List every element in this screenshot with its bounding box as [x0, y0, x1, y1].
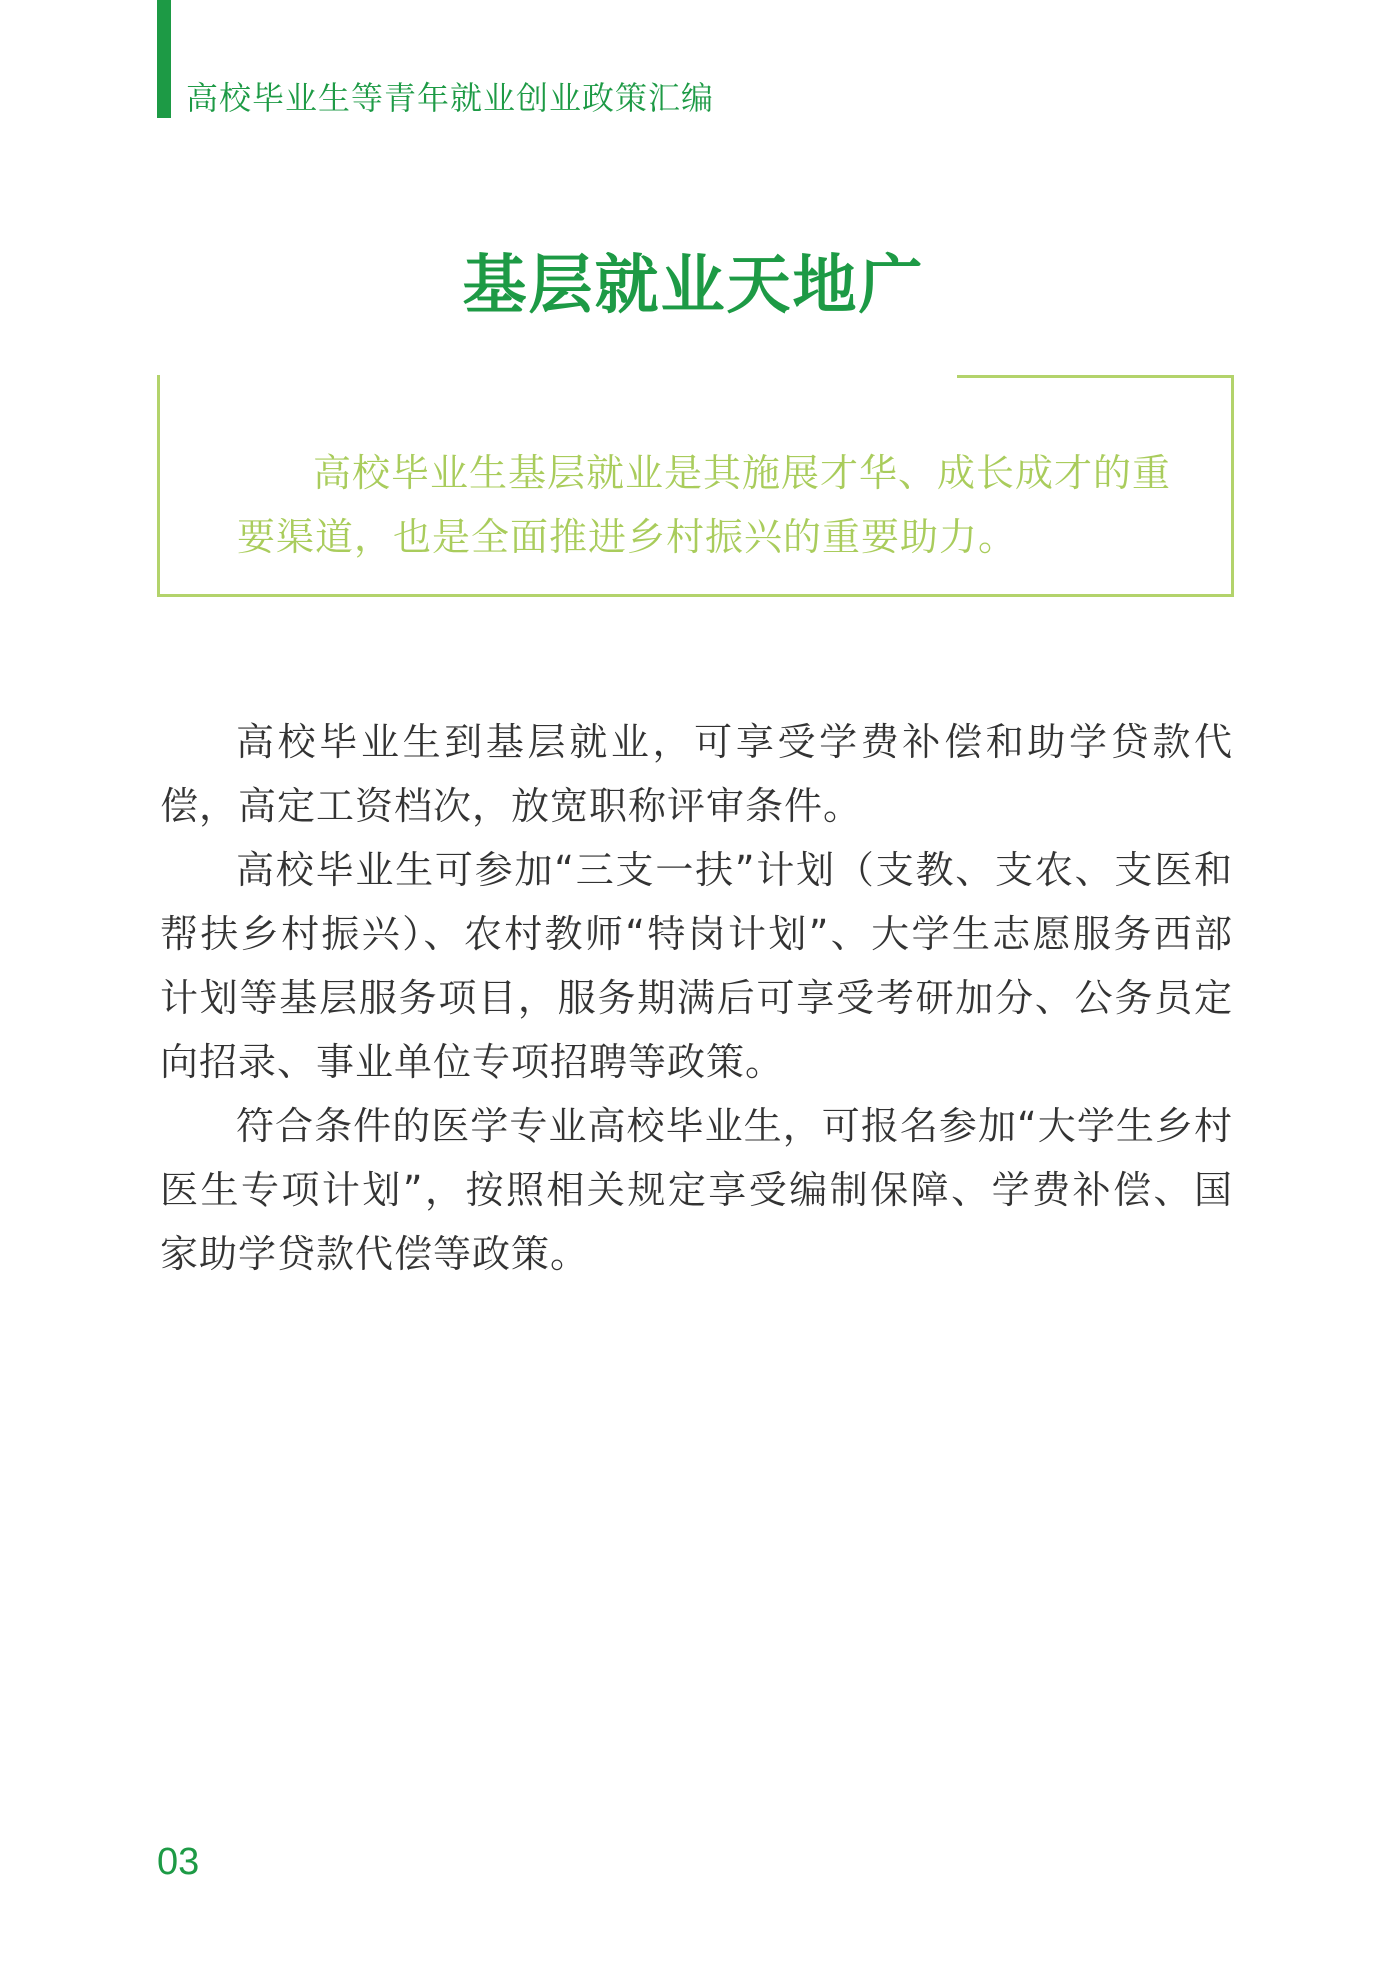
paragraph: 高校毕业生可参加“三支一扶”计划（支教、支农、支医和帮扶乡村振兴）、农村教师“特岗计划”、大学生志愿服务西部计划等基层服务项目，服务期满后可享受考研加分、公务员定向招录、事业单位专项招聘等政策。 [160, 848, 1233, 1084]
summary-border-top [957, 375, 1234, 378]
header-accent-bar [157, 0, 171, 118]
summary-text: 高校毕业生基层就业是其施展才华、成长成才的重要渠道，也是全面推进乡村振兴的重要助力。 [237, 451, 1172, 559]
summary-border-left [157, 375, 160, 597]
page-number: 03 [157, 1841, 200, 1883]
paragraph: 高校毕业生到基层就业，可享受学费补偿和助学贷款代偿，高定工资档次，放宽职称评审条件。 [160, 720, 1233, 828]
paragraph: 符合条件的医学专业高校毕业生，可报名参加“大学生乡村医生专项计划”，按照相关规定享受编制保障、学费补偿、国家助学贷款代偿等政策。 [160, 1104, 1233, 1276]
section-title: 基层就业天地广 [462, 249, 925, 323]
summary-border-bottom [157, 594, 1234, 597]
body-text [160, 710, 1233, 1286]
summary-border-right [1231, 375, 1234, 597]
summary-box [157, 375, 1234, 597]
running-header: 高校毕业生等青年就业创业政策汇编 [186, 79, 715, 117]
